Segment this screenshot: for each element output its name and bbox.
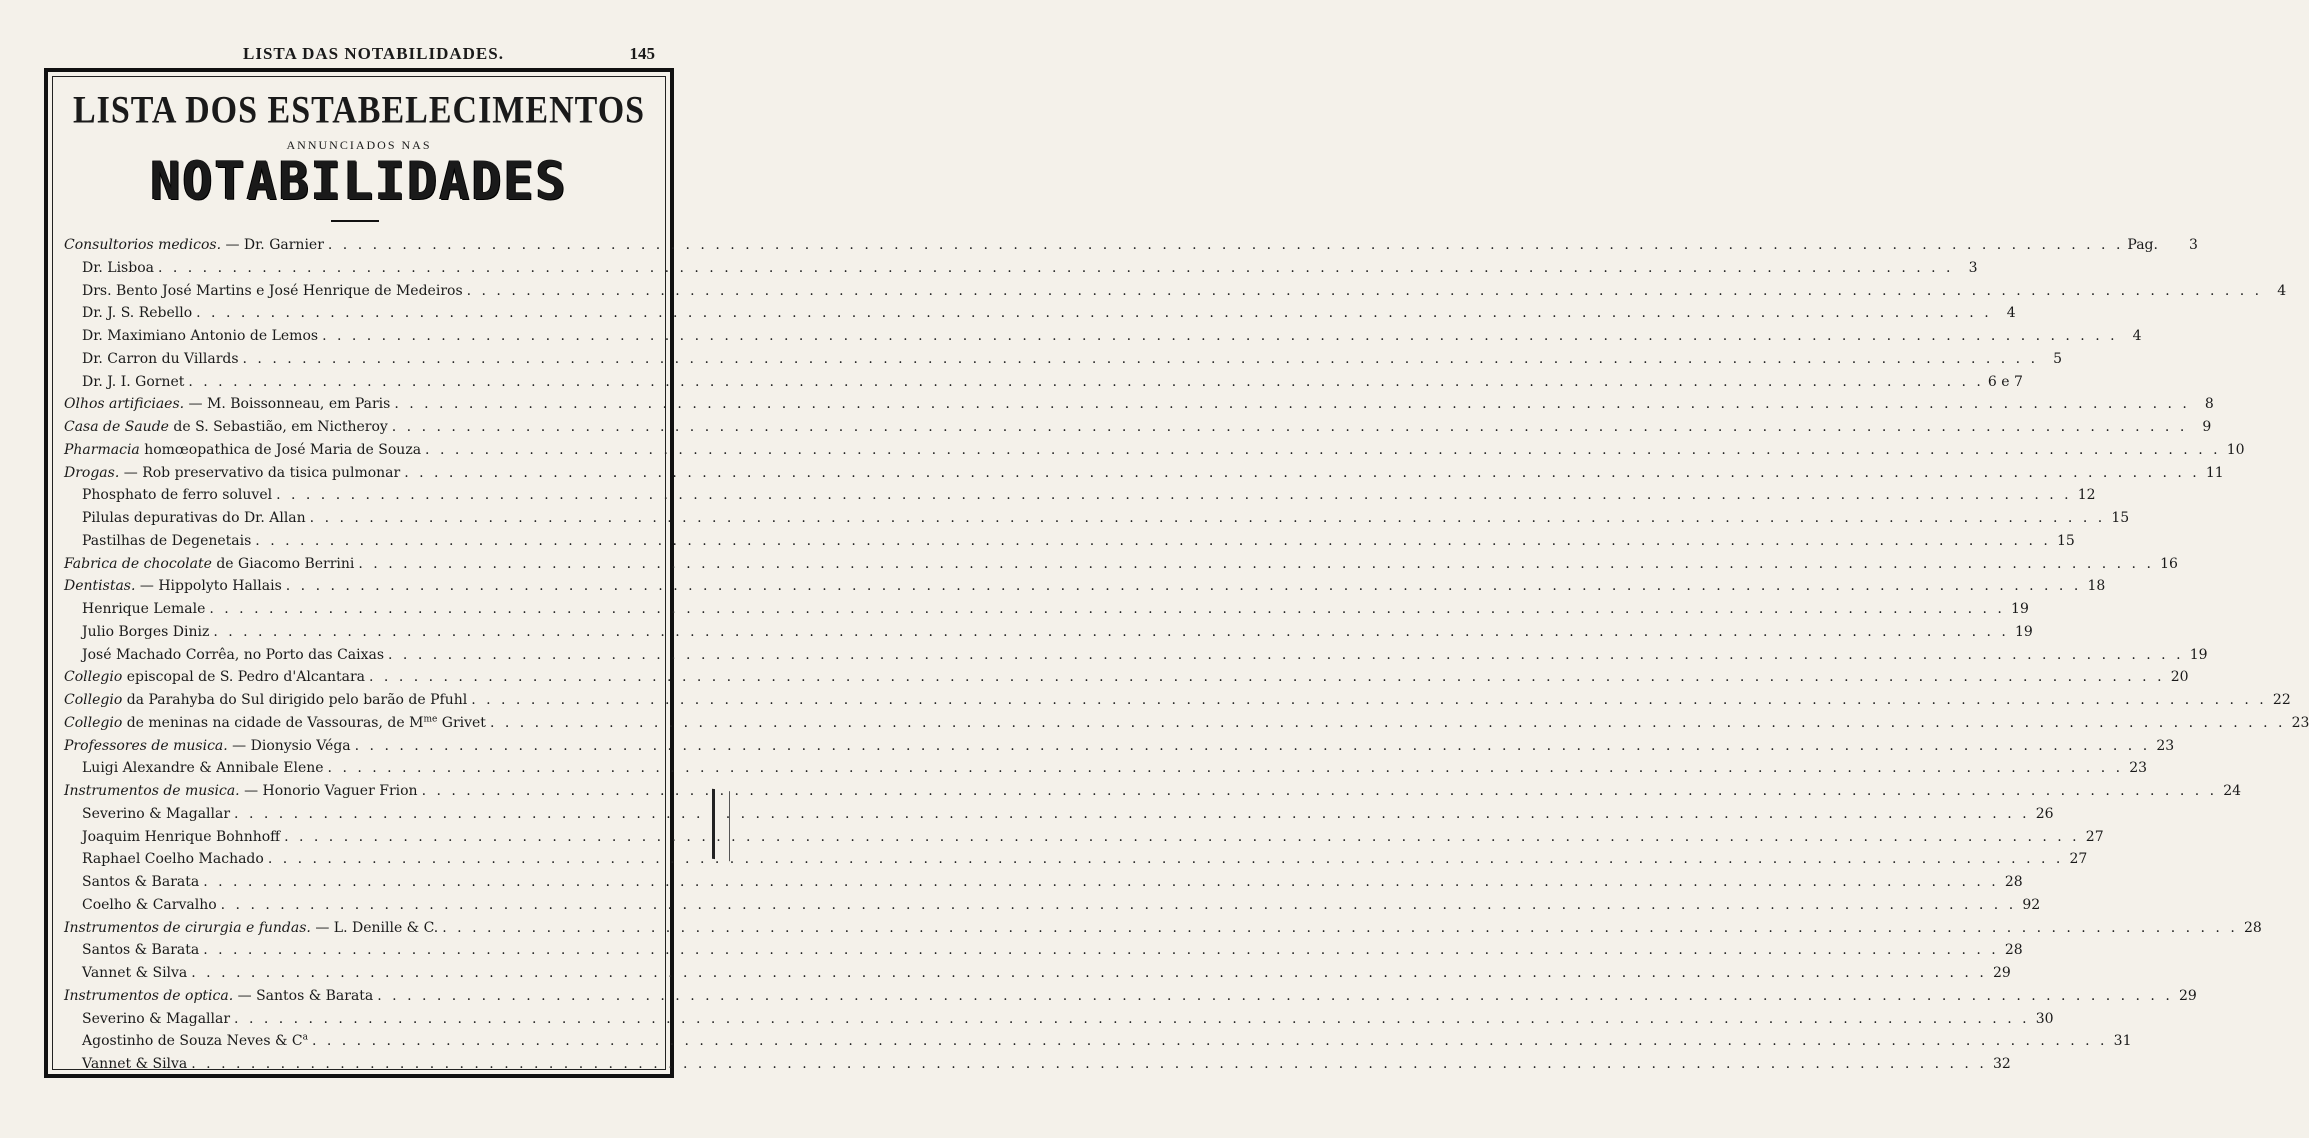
dot-leader bbox=[188, 371, 1984, 394]
dot-leader bbox=[471, 689, 2267, 712]
list-heading: LISTA DOS ESTABELECIMENTOS bbox=[72, 89, 646, 132]
entry-page: 23 bbox=[2129, 760, 2148, 777]
entry-text bbox=[82, 484, 272, 507]
entry-name: — L. Denille & C. bbox=[310, 919, 439, 936]
dot-leader bbox=[394, 393, 2190, 416]
entry-text bbox=[82, 1053, 187, 1076]
page-edge-mark bbox=[712, 789, 730, 862]
entry-name: Raphael Coelho Machado bbox=[82, 851, 264, 868]
entry-superscript: me bbox=[423, 714, 438, 725]
entry-category: Instrumentos de cirurgia e fundas. bbox=[64, 919, 311, 936]
list-item bbox=[64, 985, 2197, 1008]
entry-text bbox=[82, 826, 280, 849]
entry-page: 28 bbox=[2004, 942, 2023, 959]
list-item bbox=[64, 598, 2029, 621]
entry-name: Vannet & Silva bbox=[82, 1056, 188, 1072]
entry-name: Pilulas depurativas do Dr. Allan bbox=[82, 510, 306, 526]
entry-text bbox=[64, 234, 324, 257]
entry-page: 4 bbox=[2006, 305, 2016, 322]
entry-page: 30 bbox=[2035, 1010, 2054, 1027]
list-item bbox=[64, 1008, 2054, 1031]
list-item bbox=[64, 826, 2104, 849]
entry-name: de meninas na cidade de Vassouras, de M bbox=[122, 714, 424, 731]
list-item bbox=[64, 439, 2245, 462]
dot-leader bbox=[425, 439, 2221, 462]
entry-text bbox=[64, 462, 400, 485]
dot-leader bbox=[388, 644, 2184, 667]
entry-text bbox=[82, 894, 217, 917]
dot-leader bbox=[328, 757, 2124, 780]
entry-name: — Santos & Barata bbox=[233, 987, 374, 1004]
list-item bbox=[64, 280, 2287, 303]
dot-leader bbox=[284, 826, 2080, 849]
entry-page: 28 bbox=[2004, 874, 2023, 890]
entry-text bbox=[82, 280, 463, 303]
list-item bbox=[64, 302, 2016, 325]
entry-text bbox=[82, 507, 306, 530]
entry-category: Consultorios medicos. bbox=[64, 237, 222, 253]
entry-name: Drs. Bento José Martins e José Henrique de Medeiros bbox=[82, 282, 463, 299]
list-item bbox=[64, 553, 2178, 576]
divider-rule bbox=[331, 220, 379, 222]
list-item bbox=[64, 234, 2198, 257]
entry-text bbox=[64, 575, 282, 598]
dot-leader bbox=[392, 416, 2188, 439]
entry-text bbox=[82, 371, 184, 394]
entry-text bbox=[82, 757, 324, 780]
list-item bbox=[64, 1053, 2011, 1076]
entry-page: 18 bbox=[2087, 578, 2106, 595]
dot-leader bbox=[203, 871, 1999, 894]
entry-name: Dr. J. I. Gornet bbox=[82, 373, 185, 390]
entry-page: 3 bbox=[2189, 237, 2198, 253]
entry-text bbox=[82, 257, 154, 280]
masthead-title: NOTABILIDADES bbox=[150, 150, 568, 212]
list-item bbox=[64, 848, 2088, 871]
dot-leader bbox=[276, 484, 2072, 507]
dot-leader bbox=[358, 553, 2154, 576]
list-item bbox=[64, 644, 2208, 667]
entry-page: 23 bbox=[2156, 737, 2175, 754]
entry-page: 31 bbox=[2113, 1033, 2132, 1050]
dot-leader bbox=[209, 598, 2005, 621]
list-item bbox=[64, 393, 2214, 416]
entry-page: 15 bbox=[2111, 510, 2130, 526]
dot-leader bbox=[355, 735, 2151, 758]
list-item bbox=[64, 325, 2142, 348]
entry-page: 19 bbox=[2189, 646, 2208, 663]
entry-page: 27 bbox=[2069, 851, 2088, 868]
dot-leader bbox=[191, 962, 1987, 985]
dot-leader bbox=[234, 1008, 2030, 1031]
dot-leader bbox=[268, 848, 2064, 871]
entry-name: Phosphato de ferro soluvel bbox=[82, 487, 273, 504]
entry-category: Collegio bbox=[64, 714, 123, 731]
entry-text bbox=[82, 621, 209, 644]
dot-leader bbox=[422, 780, 2218, 803]
entry-name: Dr. Lisboa bbox=[82, 259, 154, 276]
list-item bbox=[64, 939, 2023, 962]
entry-text bbox=[64, 689, 467, 712]
entry-page: 10 bbox=[2226, 441, 2245, 458]
entry-page: 16 bbox=[2160, 555, 2178, 572]
dot-leader bbox=[377, 985, 2173, 1008]
entry-name: — M. Boissonneau, em Paris bbox=[184, 396, 391, 413]
list-item bbox=[64, 917, 2262, 940]
list-item bbox=[64, 735, 2175, 758]
entry-text bbox=[64, 917, 438, 940]
list-item bbox=[64, 712, 2309, 735]
entry-name: Santos & Barata bbox=[82, 874, 200, 890]
entry-category: Instrumentos de optica. bbox=[64, 987, 234, 1004]
entry-text bbox=[82, 348, 239, 371]
entry-name: Coelho & Carvalho bbox=[82, 896, 217, 913]
dot-leader bbox=[255, 530, 2051, 553]
list-item bbox=[64, 348, 2063, 371]
entry-name: Joaquim Henrique Bohnhoff bbox=[82, 828, 281, 845]
list-item bbox=[64, 462, 2224, 485]
entry-category: Professores de musica. bbox=[64, 737, 228, 754]
entry-page: 23 bbox=[2291, 714, 2309, 731]
running-head bbox=[0, 40, 747, 68]
entry-text bbox=[64, 780, 418, 803]
entry-category: Dentistas. bbox=[64, 578, 136, 595]
entry-name: Dr. Maximiano Antonio de Lemos bbox=[82, 328, 319, 344]
entry-page: 19 bbox=[2015, 623, 2033, 640]
entry-page: 8 bbox=[2204, 396, 2214, 413]
entry-category: Drogas. bbox=[64, 464, 120, 481]
entry-name: Severino & Magallar bbox=[82, 805, 231, 822]
list-item bbox=[64, 803, 2054, 826]
entry-text bbox=[82, 939, 199, 962]
dot-leader bbox=[404, 462, 2200, 485]
entry-page: 26 bbox=[2035, 805, 2054, 822]
entry-page: 92 bbox=[2022, 896, 2041, 913]
entry-category: Fabrica de chocolate bbox=[64, 555, 212, 572]
entry-page: 12 bbox=[2077, 487, 2096, 504]
dot-leader bbox=[213, 621, 2009, 644]
entry-page: 4 bbox=[2132, 328, 2142, 344]
entry-page: 9 bbox=[2202, 419, 2212, 435]
entry-name: da Parahyba do Sul dirigido pelo barão de Pfuhl bbox=[122, 692, 468, 708]
establishment-list bbox=[64, 234, 2309, 1076]
entry-text bbox=[82, 302, 192, 325]
entry-page: 27 bbox=[2085, 828, 2104, 845]
entry-category: Casa de Saude bbox=[64, 419, 169, 435]
list-item bbox=[64, 666, 2189, 689]
entry-superscript: a bbox=[302, 1032, 308, 1043]
dot-leader bbox=[310, 507, 2106, 530]
entry-name: Luigi Alexandre & Annibale Elene bbox=[82, 760, 324, 777]
entry-name: Julio Borges Diniz bbox=[82, 623, 210, 640]
entry-name: de S. Sebastião, em Nictheroy bbox=[168, 419, 388, 435]
entry-text bbox=[82, 848, 264, 871]
entry-name: — Honorio Vaguer Frion bbox=[239, 783, 418, 799]
entry-name: José Machado Corrêa, no Porto das Caixas bbox=[82, 646, 385, 663]
page-number: 145 bbox=[629, 44, 655, 63]
entry-page: 19 bbox=[2011, 601, 2029, 617]
list-item bbox=[64, 894, 2041, 917]
entry-category: Collegio bbox=[64, 692, 123, 708]
entry-name: Agostinho de Souza Neves & C bbox=[82, 1033, 303, 1050]
entry-text bbox=[64, 666, 365, 689]
entry-name: de Giacomo Berrini bbox=[211, 555, 355, 572]
entry-page: 28 bbox=[2243, 919, 2262, 936]
entry-page: 3 bbox=[1968, 259, 1978, 276]
page-label: Pag. bbox=[2127, 237, 2158, 253]
entry-text bbox=[64, 439, 421, 462]
running-title: LISTA DAS NOTABILIDADES. bbox=[243, 44, 504, 63]
entry-text bbox=[82, 1008, 230, 1031]
dot-leader bbox=[442, 917, 2238, 940]
entry-name-suffix: Grivet bbox=[437, 714, 486, 731]
dot-leader bbox=[328, 234, 2124, 257]
entry-text bbox=[82, 325, 318, 348]
list-item bbox=[64, 621, 2033, 644]
entry-name: Dr. J. S. Rebello bbox=[82, 305, 193, 322]
list-item bbox=[64, 962, 2011, 985]
entry-text bbox=[82, 871, 199, 894]
dot-leader bbox=[158, 257, 1954, 280]
dot-leader bbox=[191, 1053, 1987, 1076]
entry-text bbox=[64, 553, 354, 576]
entry-page: 11 bbox=[2205, 464, 2224, 481]
entry-text bbox=[82, 1030, 308, 1053]
entry-text bbox=[64, 735, 351, 758]
entry-name: Pastilhas de Degenetais bbox=[82, 532, 252, 549]
entry-category: Collegio bbox=[64, 669, 123, 686]
entry-name: Dr. Carron du Villards bbox=[82, 350, 239, 367]
entry-category: Instrumentos de musica. bbox=[64, 783, 240, 799]
entry-text bbox=[64, 416, 388, 439]
entry-text bbox=[64, 985, 373, 1008]
entry-name: homœopathica de José Maria de Souza bbox=[139, 441, 422, 458]
list-subheading: ANNUNCIADOS NAS bbox=[286, 138, 432, 152]
list-item bbox=[64, 575, 2106, 598]
entry-name: — Dionysio Véga bbox=[227, 737, 351, 754]
list-item bbox=[64, 530, 2075, 553]
entry-page: 22 bbox=[2272, 692, 2291, 708]
entry-name: Henrique Lemale bbox=[82, 601, 206, 617]
entry-page: 24 bbox=[2223, 783, 2242, 799]
list-item bbox=[64, 689, 2291, 712]
entry-page: 20 bbox=[2170, 669, 2189, 686]
list-item bbox=[64, 1030, 2132, 1053]
list-item bbox=[64, 416, 2212, 439]
list-item bbox=[64, 257, 1978, 280]
entry-page: 4 bbox=[2277, 282, 2287, 299]
entry-name: — Rob preservativo da tisica pulmonar bbox=[119, 464, 401, 481]
entry-page: 32 bbox=[1992, 1056, 2011, 1072]
entry-text bbox=[82, 803, 230, 826]
entry-page: 29 bbox=[1992, 965, 2011, 981]
entry-category: Olhos artificiaes. bbox=[64, 396, 185, 413]
entry-text bbox=[82, 598, 205, 621]
entry-name: Vannet & Silva bbox=[82, 965, 188, 981]
entry-text bbox=[82, 530, 251, 553]
entry-name: — Dr. Garnier bbox=[221, 237, 324, 253]
entry-category: Pharmacia bbox=[64, 441, 140, 458]
entry-name: — Hippolyto Hallais bbox=[135, 578, 282, 595]
entry-text bbox=[82, 962, 187, 985]
entry-page: 15 bbox=[2056, 532, 2075, 549]
entry-name: Santos & Barata bbox=[82, 942, 200, 959]
dot-leader bbox=[286, 575, 2082, 598]
list-item bbox=[64, 371, 2023, 394]
dot-leader bbox=[196, 302, 1992, 325]
dot-leader bbox=[243, 348, 2039, 371]
list-item bbox=[64, 484, 2096, 507]
dot-leader bbox=[221, 894, 2017, 917]
entry-text bbox=[64, 393, 390, 416]
list-item bbox=[64, 780, 2242, 803]
list-item bbox=[64, 871, 2023, 894]
entry-name: episcopal de S. Pedro d'Alcantara bbox=[122, 669, 366, 686]
dot-leader bbox=[369, 666, 2165, 689]
dot-leader bbox=[234, 803, 2030, 826]
entry-page: 6 e 7 bbox=[1987, 373, 2023, 390]
entry-name: Severino & Magallar bbox=[82, 1010, 231, 1027]
dot-leader bbox=[490, 712, 2286, 735]
entry-text bbox=[82, 644, 384, 667]
dot-leader bbox=[203, 939, 1999, 962]
entry-page: 5 bbox=[2053, 350, 2063, 367]
dot-leader bbox=[312, 1030, 2108, 1053]
list-item bbox=[64, 757, 2148, 780]
list-item bbox=[64, 507, 2130, 530]
entry-page: 29 bbox=[2178, 987, 2197, 1004]
dot-leader bbox=[322, 325, 2118, 348]
entry-text bbox=[64, 712, 486, 735]
dot-leader bbox=[467, 280, 2263, 303]
